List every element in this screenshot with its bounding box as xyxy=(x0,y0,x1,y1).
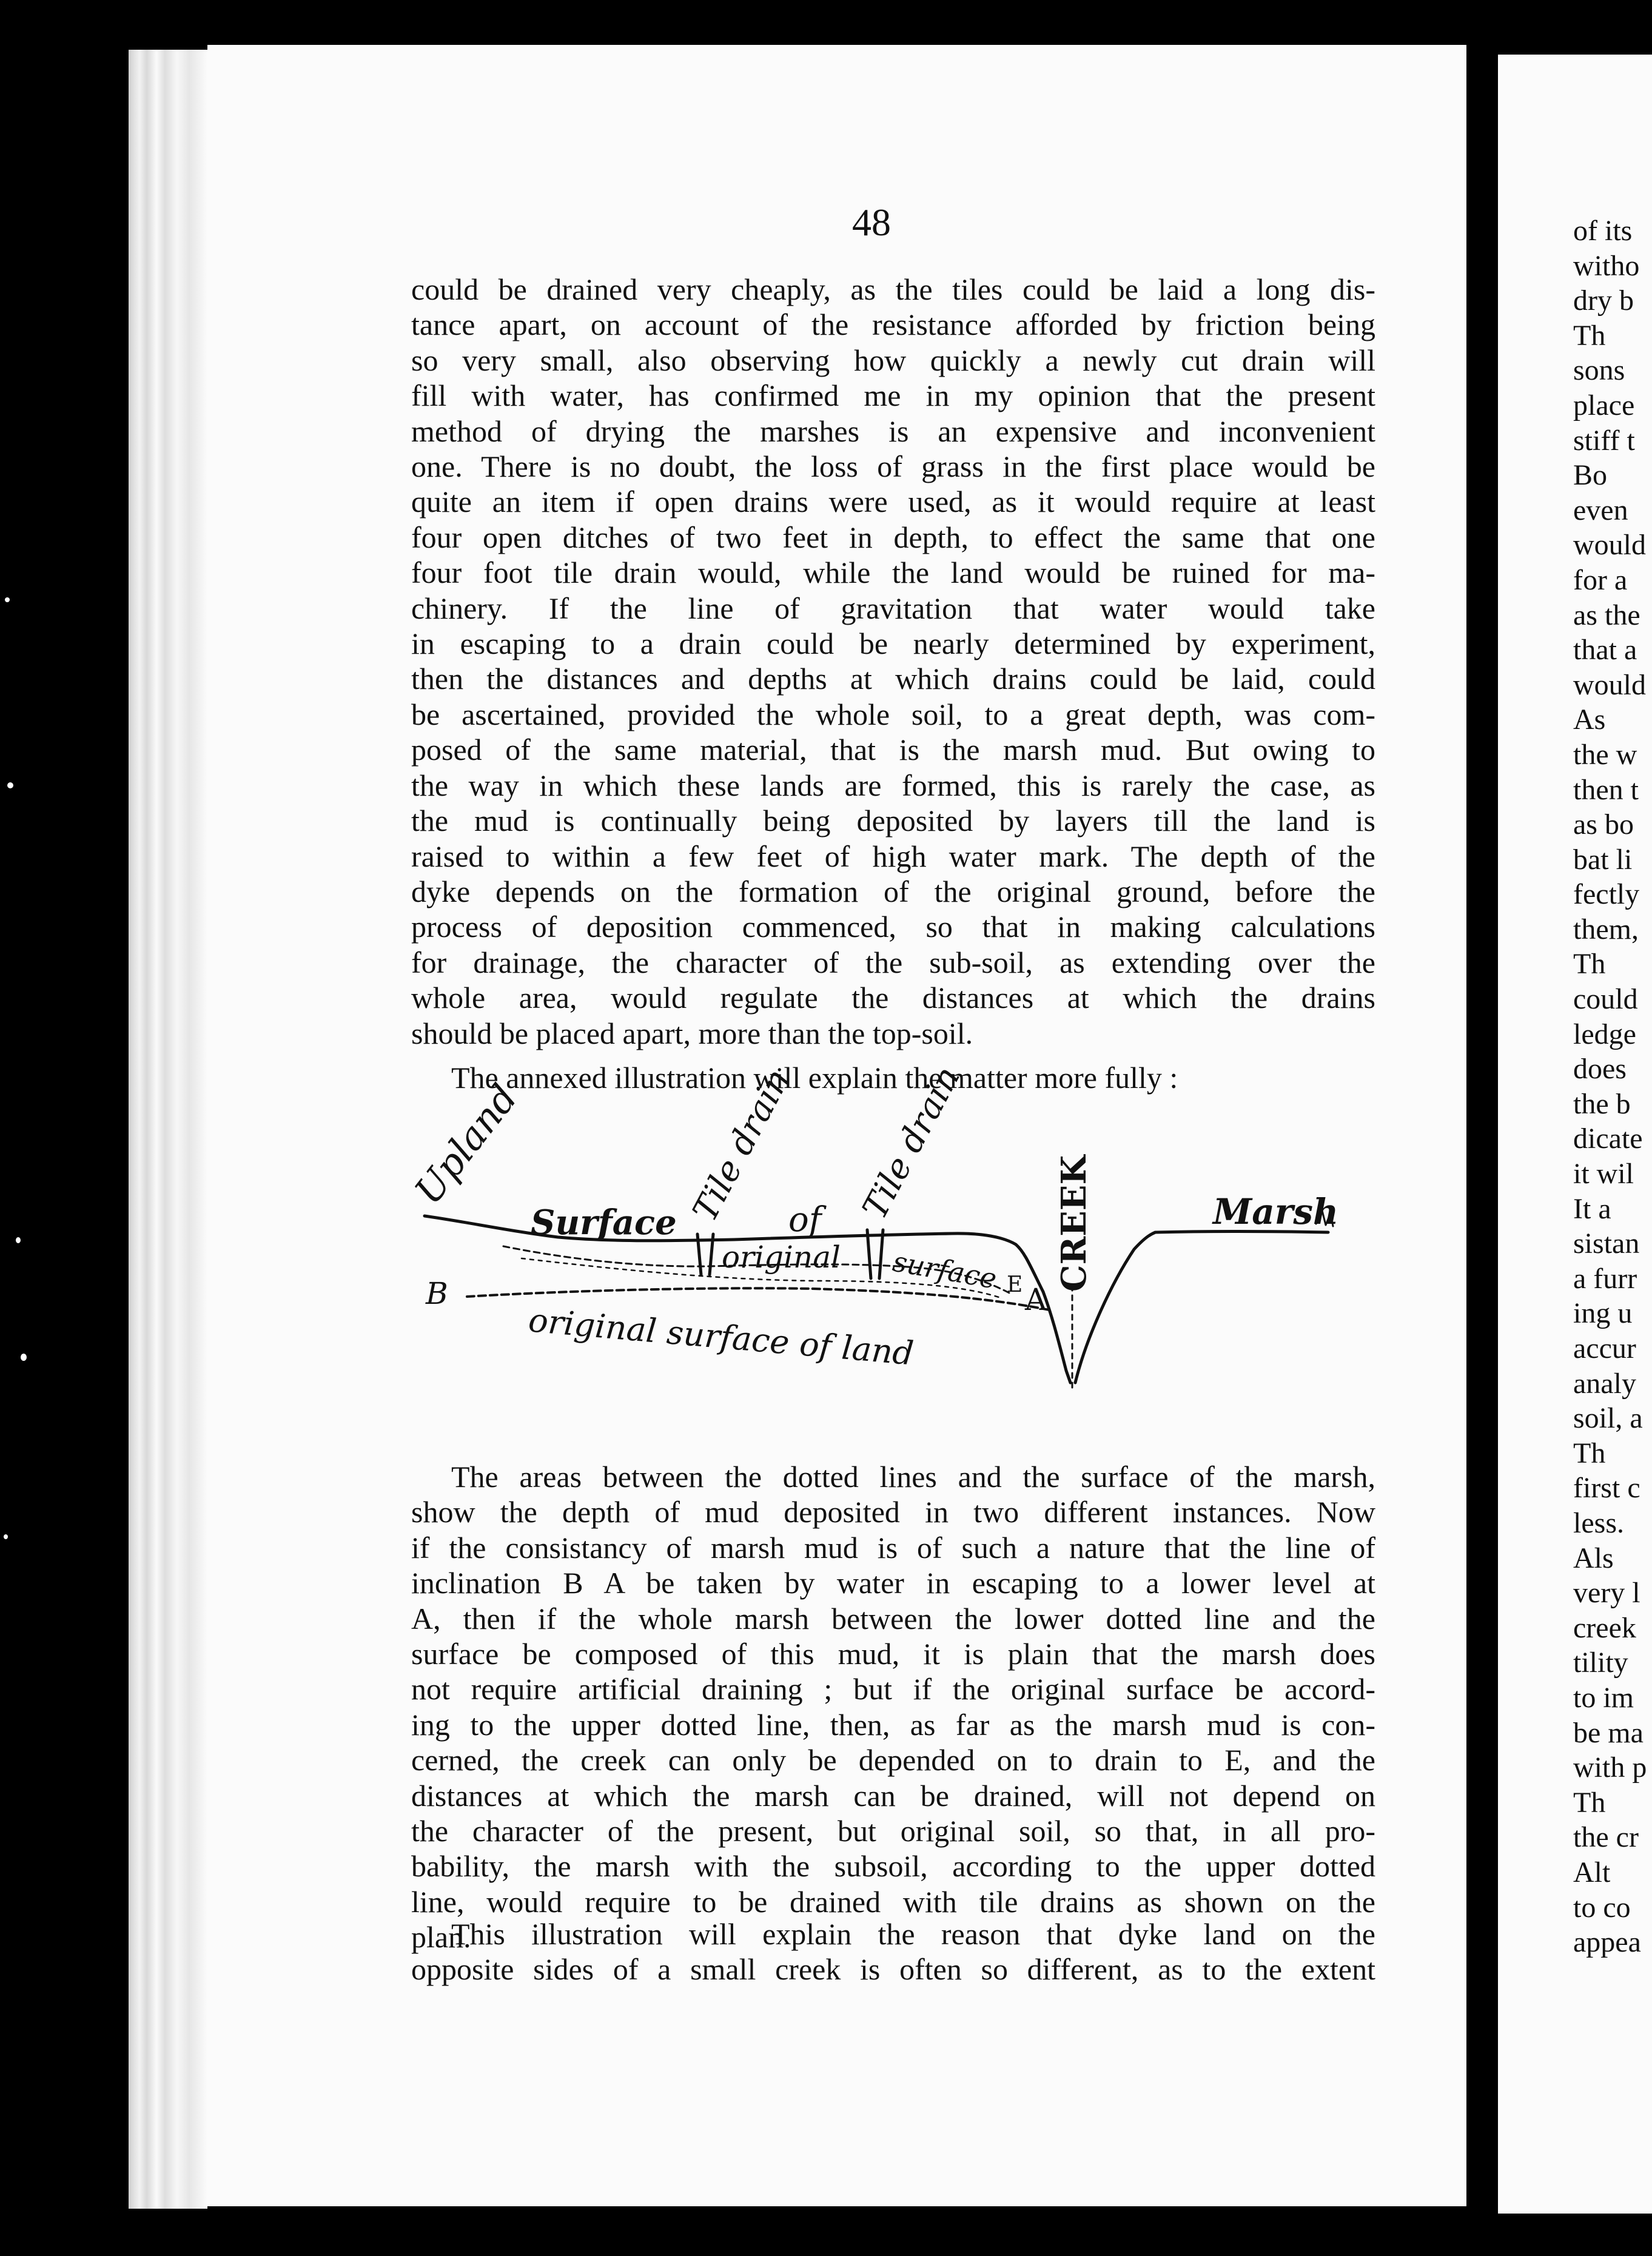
facing-page-line: as the xyxy=(1573,599,1640,631)
book-page-edges xyxy=(129,50,207,2209)
facing-page-line: of its xyxy=(1573,215,1633,247)
text-line: bability, the marsh with the subsoil, according to the upper dotted xyxy=(411,1849,1375,1884)
facing-page-line: Als xyxy=(1573,1542,1614,1574)
facing-page-line: the cr xyxy=(1573,1821,1639,1854)
text-line: The annexed illustration will explain the matter more fully : xyxy=(451,1061,1178,1095)
facing-page-line: creek xyxy=(1573,1611,1636,1644)
text-line: A, then if the whole marsh between the lower dotted line and the xyxy=(411,1601,1375,1636)
text-line: cerned, the creek can only be depended on to drain to E, and the xyxy=(411,1743,1375,1778)
facing-page-line: bat li xyxy=(1573,843,1633,876)
text-line: whole area, would regulate the distances at which the drains xyxy=(411,981,1375,1015)
label-point-e: E xyxy=(1007,1272,1023,1297)
label-tile-drain-1: Tile drain xyxy=(685,1063,799,1228)
facing-page-line: be ma xyxy=(1573,1716,1644,1749)
text-line: inclination B A be taken by water in escaping to a lower level at xyxy=(411,1566,1375,1600)
text-line: plan. xyxy=(411,1920,471,1955)
facing-page-line: Th xyxy=(1573,1437,1606,1469)
text-line: chinery. If the line of gravitation that water would take xyxy=(411,591,1375,625)
facing-page-line: witho xyxy=(1573,249,1640,282)
facing-page-line: as bo xyxy=(1573,808,1634,841)
text-line: so very small, also observing how quickly a newly cut drain will xyxy=(411,343,1375,377)
facing-page xyxy=(1498,55,1652,2214)
text-line: show the depth of mud deposited in two different instances. Now xyxy=(411,1495,1375,1529)
facing-page-line: to co xyxy=(1573,1891,1631,1924)
facing-page-line: Bo xyxy=(1573,459,1608,492)
facing-page-line: then t xyxy=(1573,773,1639,806)
facing-page-line: would xyxy=(1573,668,1646,701)
facing-page-line: stiff t xyxy=(1573,424,1635,457)
text-line: the way in which these lands are formed, this is rarely the case, as xyxy=(411,768,1375,802)
facing-page-line: less. xyxy=(1573,1506,1624,1539)
text-line: could be drained very cheaply, as the tiles could be laid a long dis- xyxy=(411,272,1375,306)
text-line: surface be composed of this mud, it is plain that the marsh does xyxy=(411,1637,1375,1671)
text-line: raised to within a few feet of high water mark. The depth of the xyxy=(411,839,1375,873)
facing-page-line: it wil xyxy=(1573,1158,1634,1190)
text-line: dyke depends on the formation of the original ground, before the xyxy=(411,874,1375,908)
facing-page-line: soil, a xyxy=(1573,1402,1643,1435)
scan-speck xyxy=(21,1354,27,1361)
text-line: fill with water, has confirmed me in my opinion that the present xyxy=(411,378,1375,413)
text-line: process of deposition commenced, so that in making calculations xyxy=(411,910,1375,944)
scan-speck xyxy=(4,1534,8,1539)
label-original: original xyxy=(722,1240,841,1275)
label-creek: CREEK xyxy=(1054,1155,1094,1292)
text-line: the character of the present, but original soil, so that, in all pro- xyxy=(411,1814,1375,1848)
label-upland: Upland xyxy=(406,1076,526,1213)
facing-page-line: very l xyxy=(1573,1577,1640,1610)
paragraph-4 xyxy=(411,1916,1375,1987)
text-line: The areas between the dotted lines and the surface of the marsh, xyxy=(451,1460,1375,1494)
facing-page-line: ledge xyxy=(1573,1018,1636,1050)
label-original-surface-of-land: original surface of land xyxy=(526,1301,916,1373)
facing-page-line: that a xyxy=(1573,634,1637,666)
text-line: the mud is continually being deposited by layers till the land is xyxy=(411,804,1375,838)
facing-page-line: even xyxy=(1573,494,1628,526)
facing-page-line: sons xyxy=(1573,354,1625,387)
facing-page-line: Alt xyxy=(1573,1856,1611,1888)
facing-page-line: does xyxy=(1573,1053,1627,1086)
facing-page-text xyxy=(1573,213,1647,1960)
page-number: 48 xyxy=(852,201,891,244)
label-of: of xyxy=(788,1200,822,1240)
text-line: ing to the upper dotted line, then, as far as the marsh mud is con- xyxy=(411,1707,1375,1742)
facing-page-line: As xyxy=(1573,703,1606,736)
facing-page-line: could xyxy=(1573,983,1638,1016)
text-line: then the distances and depths at which drains could be laid, could xyxy=(411,662,1375,696)
text-line: posed of the same material, that is the marsh mud. But owing to xyxy=(411,733,1375,767)
text-line: opposite sides of a small creek is often so different, as to the extent xyxy=(411,1952,1375,1987)
facing-page-line: place xyxy=(1573,389,1635,421)
scan-speck xyxy=(5,597,10,602)
facing-page-line: Th xyxy=(1573,948,1606,981)
label-surface: Surface xyxy=(531,1203,677,1243)
text-line: line, would require to be drained with tile drains as shown on the xyxy=(411,1884,1375,1919)
creek-left-bank xyxy=(1043,1292,1070,1383)
label-point-a: A xyxy=(1025,1282,1047,1317)
text-line: one. There is no doubt, the loss of grass in the first place would be xyxy=(411,449,1375,484)
text-line: method of drying the marshes is an expensive and inconvenient xyxy=(411,414,1375,448)
facing-page-line: to im xyxy=(1573,1681,1634,1714)
facing-page-line: would xyxy=(1573,529,1646,562)
facing-page-line: dry b xyxy=(1573,284,1634,317)
text-line: four foot tile drain would, while the land would be ruined for ma- xyxy=(411,556,1375,590)
text-line: This illustration will explain the reason that dyke land on the xyxy=(451,1917,1375,1951)
text-line: four open ditches of two feet in depth, to effect the same that one xyxy=(411,520,1375,554)
facing-page-line: Th xyxy=(1573,1786,1606,1819)
facing-page-line: for a xyxy=(1573,563,1628,596)
label-surface-2: surface xyxy=(890,1244,999,1295)
facing-page-line: It a xyxy=(1573,1192,1611,1225)
facing-page-line: appea xyxy=(1573,1926,1641,1959)
paragraph-1 xyxy=(411,272,1375,1051)
text-line: in escaping to a drain could be nearly determined by experiment, xyxy=(411,626,1375,661)
scan-speck xyxy=(7,782,13,788)
facing-page-line: analy xyxy=(1573,1367,1636,1400)
label-point-b: B xyxy=(426,1276,448,1311)
facing-page-line: ing u xyxy=(1573,1297,1633,1330)
text-line: quite an item if open drains were used, as it would require at least xyxy=(411,485,1375,519)
facing-page-line: fectly xyxy=(1573,878,1640,911)
facing-page-line: with p xyxy=(1573,1751,1647,1784)
facing-page-line: dicate xyxy=(1573,1123,1643,1155)
scan-speck xyxy=(16,1237,21,1243)
text-line: tance apart, on account of the resistance afforded by friction being xyxy=(411,307,1375,342)
facing-page-line: accur xyxy=(1573,1332,1636,1365)
facing-page-line: the b xyxy=(1573,1087,1631,1120)
facing-page-line: them, xyxy=(1573,913,1639,945)
facing-page-line: sistan xyxy=(1573,1227,1640,1260)
text-line: should be placed apart, more than the top-soil. xyxy=(411,1016,973,1050)
text-line: for drainage, the character of the sub-soil, as extending over the xyxy=(411,945,1375,979)
label-marsh: Marsh xyxy=(1213,1191,1339,1232)
tile-drain-2 xyxy=(867,1230,883,1278)
facing-page-line: a furr xyxy=(1573,1262,1637,1295)
facing-page-line: the w xyxy=(1573,738,1637,771)
paragraph-3 xyxy=(411,1459,1375,1955)
facing-page-line: first c xyxy=(1573,1472,1640,1505)
label-tile-drain-2: Tile drain xyxy=(855,1060,969,1226)
text-line: distances at which the marsh can be drained, will not depend on xyxy=(411,1778,1375,1813)
facing-page-line: tility xyxy=(1573,1647,1628,1679)
facing-page-line: Th xyxy=(1573,319,1606,352)
text-line: if the consistancy of marsh mud is of such a nature that the line of xyxy=(411,1530,1375,1565)
text-line: be ascertained, provided the whole soil, to a great depth, was com- xyxy=(411,697,1375,731)
text-line: not require artificial draining ; but if the original surface be accord- xyxy=(411,1672,1375,1707)
